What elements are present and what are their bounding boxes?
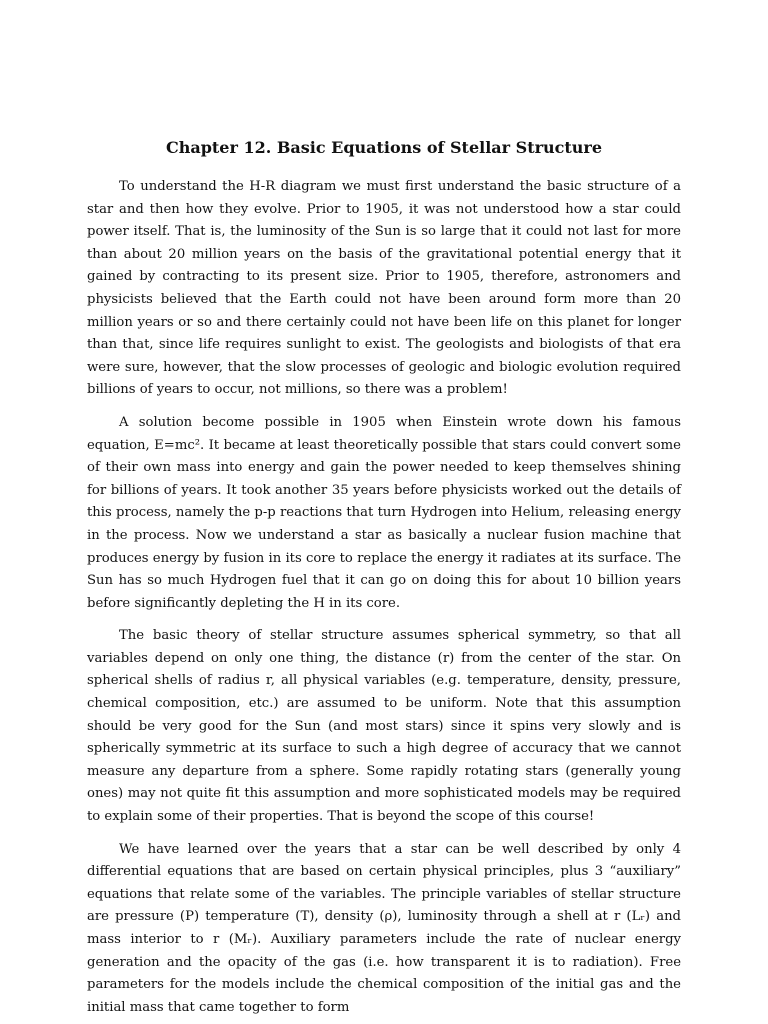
paragraph: We have learned over the years that a star can be well described by only 4 differential equations that are based on certain physical principles, plus 3 “auxiliary” equations that relate some of the variables. The principle variables of stellar structure are pressure (P) temperature (T), density (ρ), luminosity through a shell at r (Lᵣ) and mass interior to r (Mᵣ). Auxiliary parameters include the rate of nuclear energy generation and the opacity of the gas (i.e. how transparent it is to radiation). Free parameters for the models include the chemical composition of the initial gas and the initial mass that came together to form	[87, 841, 681, 1015]
body-text	[87, 176, 681, 1019]
paragraph: To understand the H-R diagram we must first understand the basic structure of a star and then how they evolve. Prior to 1905, it was not understood how a star could power itself. That is, the luminosity of the Sun is so large that it could not last for more than about 20 million years on the basis of the gravitational potential energy that it gained by contracting to its present size. Prior to 1905, therefore, astronomers and physicists believed that the Earth could not have been around form more than 20 million years or so and there certainly could not have been life on this planet for longer than that, since life requires sunlight to exist. The geologists and biologists of that era were sure, however, that the slow processes of geologic and biologic evolution required billions of years to occur, not millions, so there was a problem!	[87, 179, 681, 398]
paragraph: A solution become possible in 1905 when Einstein wrote down his famous equation, E=mc². It became at least theoretically possible that stars could convert some of their own mass into energy and gain the power needed to keep themselves shining for billions of years. It took another 35 years before physicists worked out the details of this process, namely the p-p reactions that turn Hydrogen into Helium, releasing energy in the process. Now we understand a star as basically a nuclear fusion machine that produces energy by fusion in its core to replace the energy it radiates at its surface. The Sun has so much Hydrogen fuel that it can go on doing this for about 10 billion years before significantly depleting the H in its core.	[87, 414, 681, 611]
paragraph: The basic theory of stellar structure assumes spherical symmetry, so that all variables depend on only one thing, the distance (r) from the center of the star. On spherical shells of radius r, all physical variables (e.g. temperature, density, pressure, chemical composition, etc.) are assumed to be uniform. Note that this assumption should be very good for the Sun (and most stars) since it spins very slowly and is spherically symmetric at its surface to such a high degree of accuracy that we cannot measure any departure from a sphere. Some rapidly rotating stars (generally young ones) may not quite fit this assumption and more sophisticated models may be required to explain some of their properties. That is beyond the scope of this course!	[87, 628, 681, 825]
chapter-title: Chapter 12. Basic Equations of Stellar Structure	[165, 138, 603, 157]
